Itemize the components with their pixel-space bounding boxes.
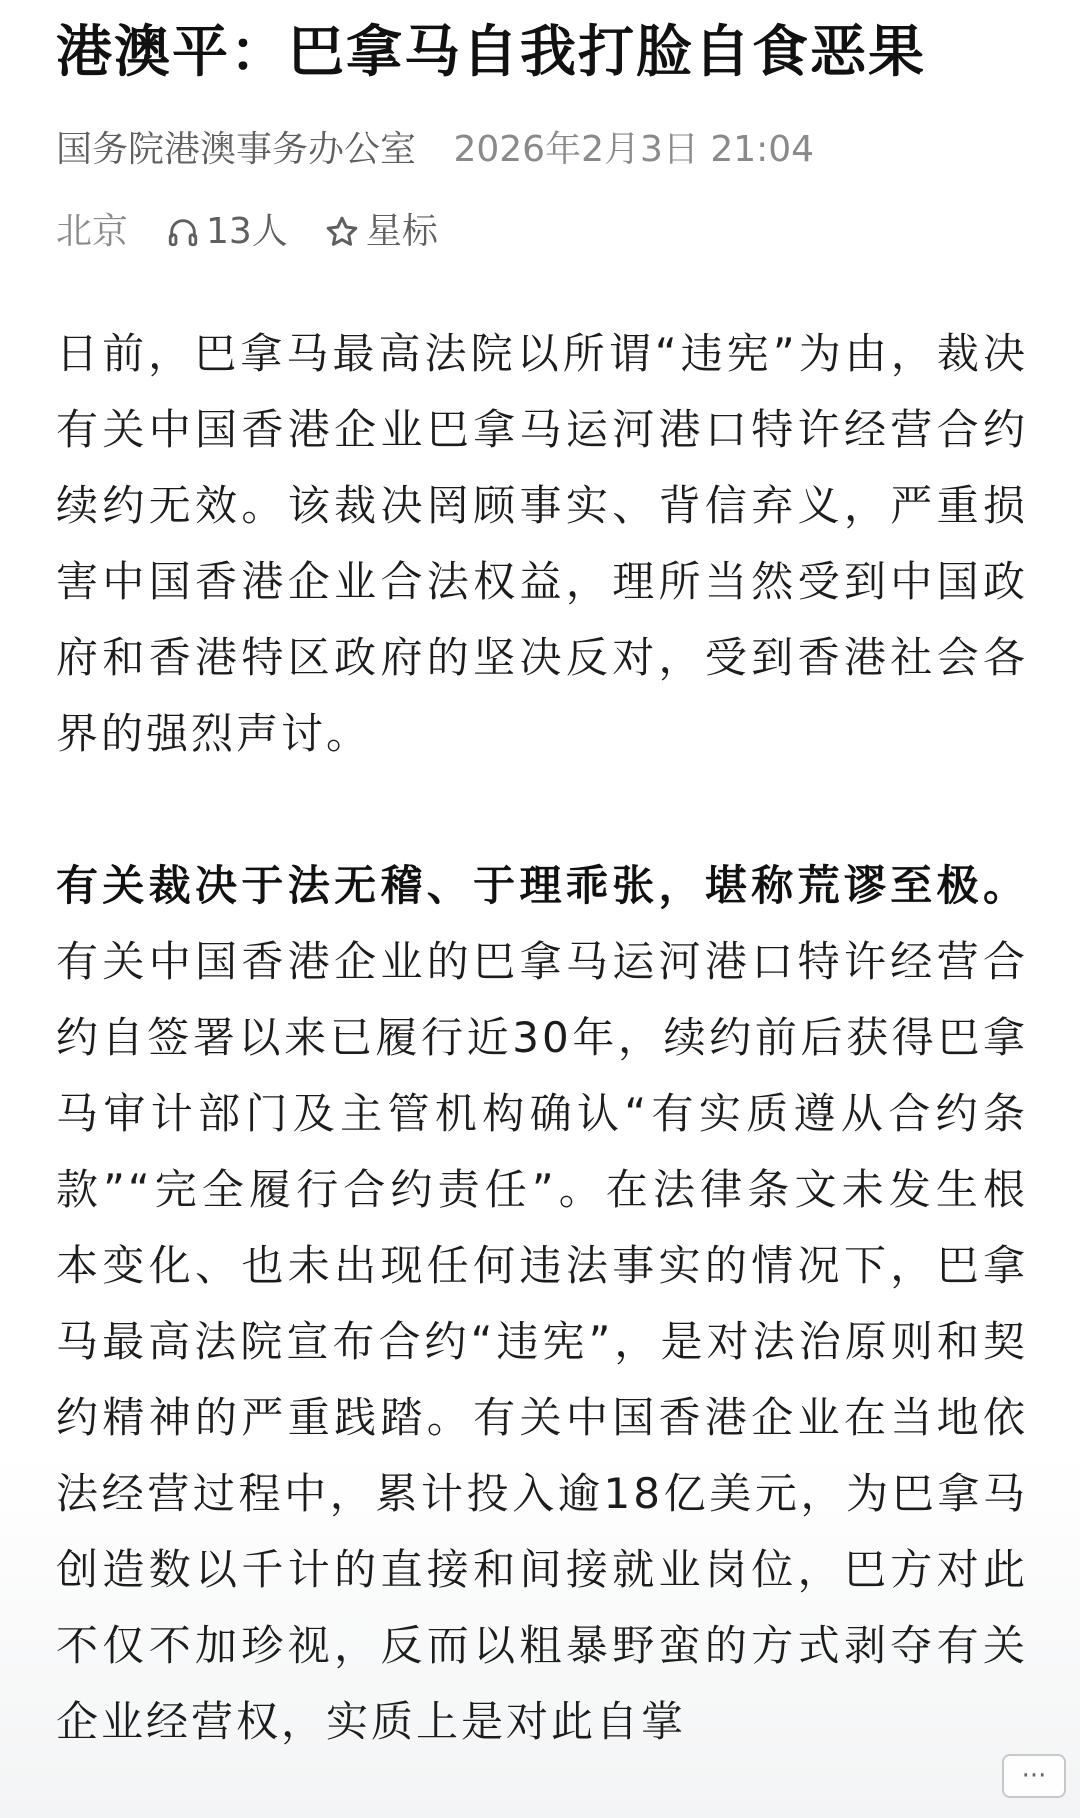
star-button[interactable]	[324, 208, 438, 256]
headphones-icon	[166, 215, 200, 249]
article-meta	[56, 126, 1028, 174]
listen-button[interactable]	[166, 208, 288, 256]
paragraph-2-body: 有关中国香港企业的巴拿马运河港口特许经营合约自签署以来已履行近30年，续约前后获得巴拿马审计部门及主管机构确认“有实质遵从合约条款”“完全履行合约责任”。在法律条文未发生根本变化、也未出现任何违法事实的情况下，巴拿马最高法院宣布合约“违宪”，是对法治原则和契约精神的严重践踏。有关中国香港企业在当地依法经营过程中，累计投入逾18亿美元，为巴拿马创造数以千计的直接和间接就业岗位，巴方对此不仅不加珍视，反而以粗暴野蛮的方式剥夺有关企业经营权，实质上是对此自掌	[56, 937, 1028, 1746]
article-paragraph-1: 日前，巴拿马最高法院以所谓“违宪”为由，裁决有关中国香港企业巴拿马运河港口特许经营合约续约无效。该裁决罔顾事实、背信弃义，严重损害中国香港企业合法权益，理所当然受到中国政府和香港特区政府的坚决反对，受到香港社会各界的强烈声讨。	[56, 329, 1028, 758]
paragraph-2-lead: 有关裁决于法无稽、于理乖张，堪称荒谬至极。	[56, 861, 1028, 910]
article-source[interactable]: 国务院港澳事务办公室	[56, 129, 417, 170]
listener-count: 13人	[206, 211, 288, 252]
more-dots-glyph: ···	[1021, 1761, 1047, 1791]
article-title: 港澳平：巴拿马自我打脸自食恶果	[56, 20, 926, 85]
article-content	[56, 0, 1028, 1760]
star-outline-icon	[324, 214, 360, 250]
article-datetime: 2026年2月3日 21:04	[453, 129, 815, 170]
article-paragraph-2	[56, 848, 1028, 1760]
article-location: 北京	[56, 211, 129, 252]
more-icon[interactable]	[1002, 1754, 1066, 1798]
article-meta-secondary	[56, 208, 1028, 256]
star-label: 星标	[365, 211, 438, 252]
